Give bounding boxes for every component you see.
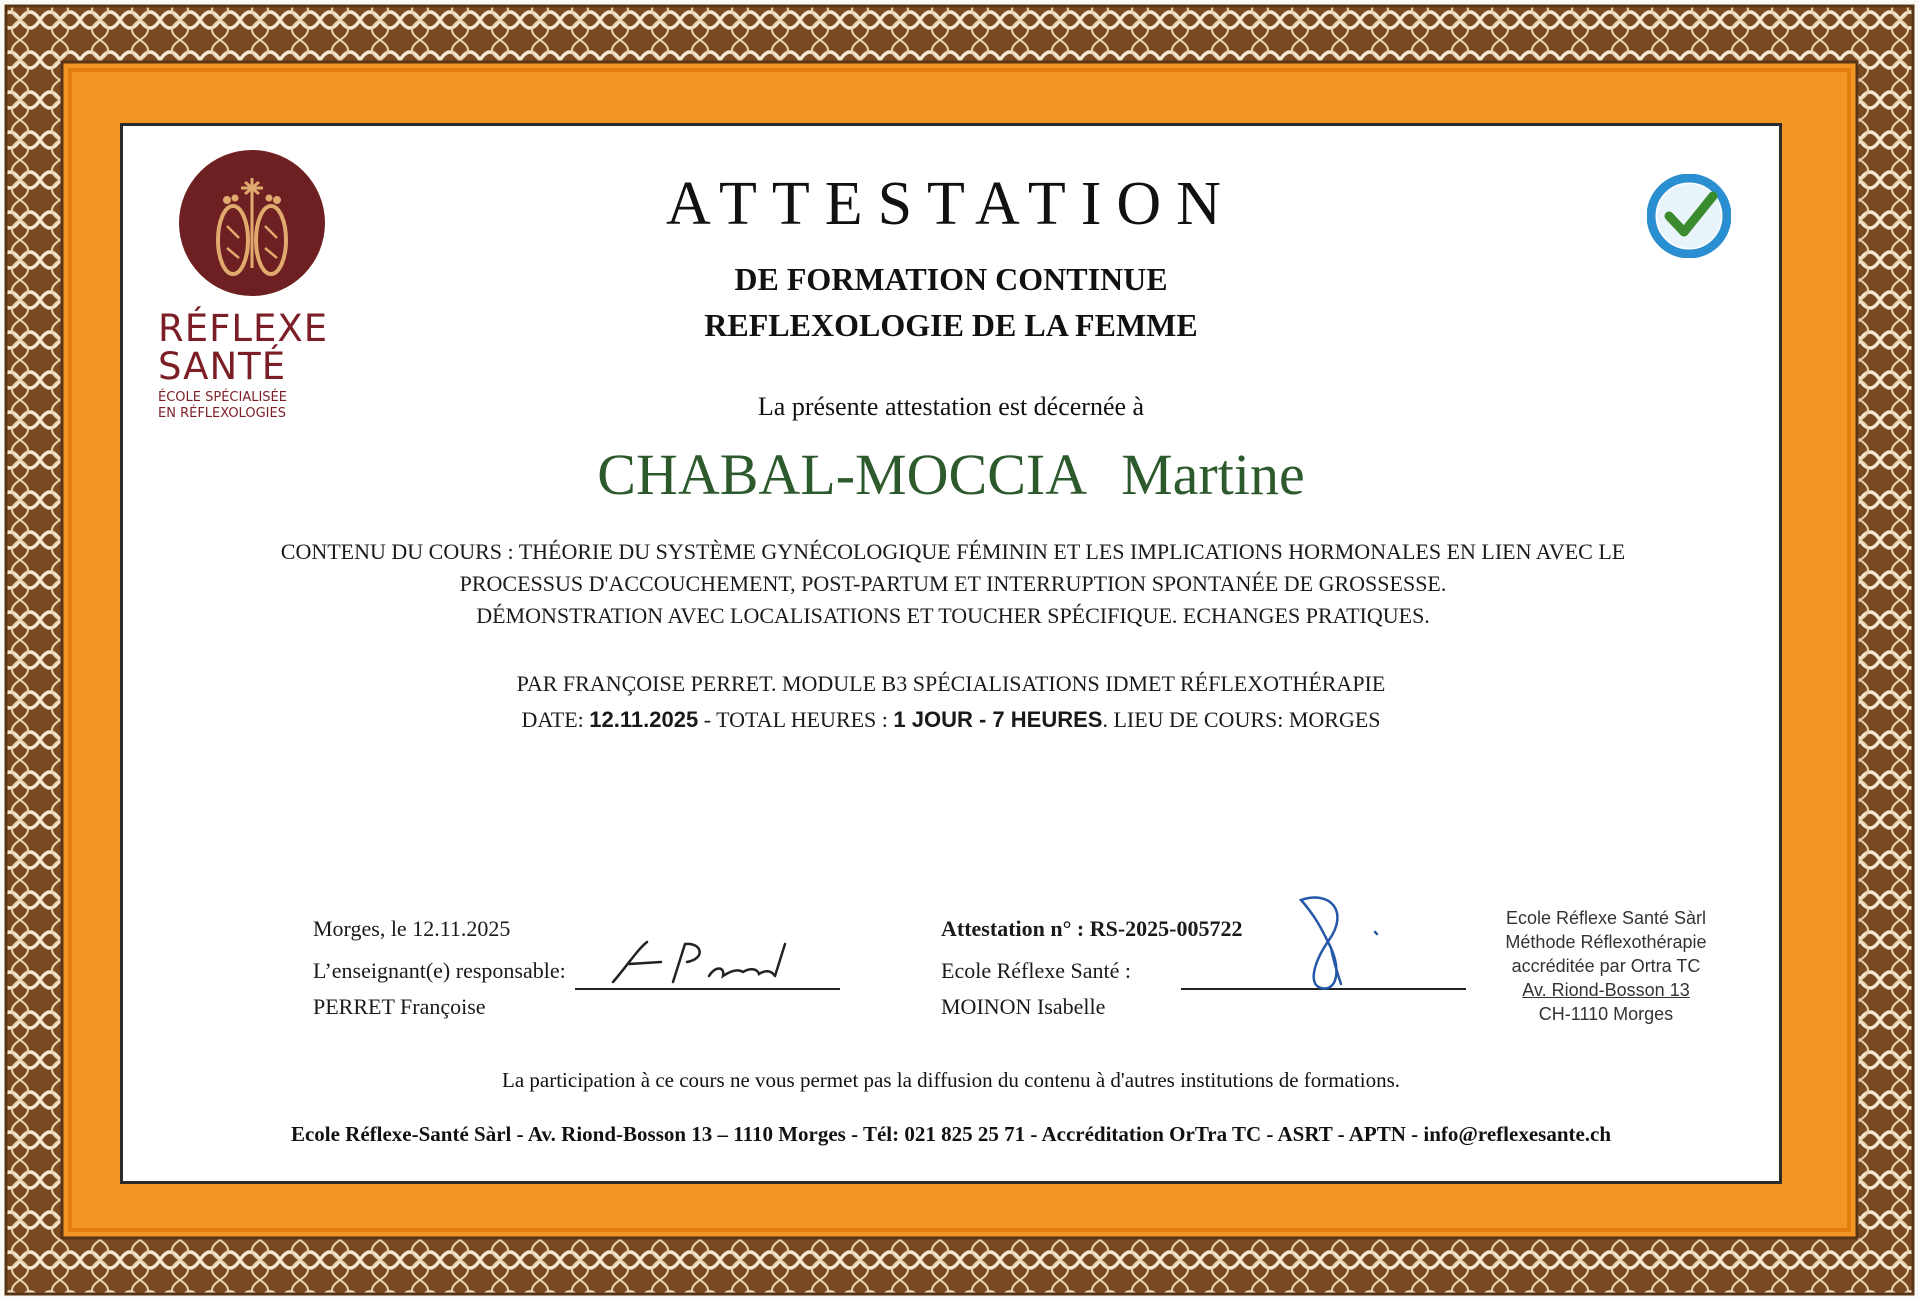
course-content: [183, 536, 1723, 632]
award-text: La présente attestation est décernée à: [757, 392, 1145, 421]
recipient-first-name: Martine: [1121, 442, 1305, 507]
certificate-body: [120, 123, 1782, 1184]
stamp-line1: Ecole Réflexe Santé Sàrl: [1505, 908, 1707, 928]
brand-tagline-line1: ÉCOLE SPÉCIALISÉE: [158, 390, 287, 405]
hours-value: 1 JOUR - 7 HEURES: [893, 707, 1103, 732]
stamp-line3: accréditée par Ortra TC: [1511, 956, 1701, 976]
recipient-last-name: CHABAL-MOCCIA: [597, 442, 1088, 507]
brand-name-line2: SANTÉ: [158, 345, 287, 388]
school-stamp: [1481, 906, 1731, 1026]
certificate-title: ATTESTATION: [666, 170, 1236, 238]
school-signature-icon: [1271, 888, 1421, 998]
hours-label: - TOTAL HEURES :: [698, 707, 894, 732]
school-label: Ecole Réflexe Santé :: [941, 958, 1131, 983]
date-hours-line: [123, 702, 1779, 738]
school-signature-block: [941, 916, 1501, 1020]
attestation-number: Attestation n° : RS-2025-005722: [941, 916, 1243, 941]
location-text: . LIEU DE COURS: MORGES: [1102, 707, 1381, 732]
brand-name-line1: RÉFLEXE: [158, 307, 329, 350]
certificate-subtitle: [123, 256, 1779, 348]
place-date: Morges, le 12.11.2025: [313, 916, 511, 941]
brand-tagline-line2: EN RÉFLEXOLOGIES: [158, 406, 286, 421]
diffusion-notice: La participation à ce cours ne vous permet pas la diffusion du contenu à d'autres institutions de formations.: [502, 1068, 1400, 1092]
stamp-line2: Méthode Réflexothérapie: [1505, 932, 1707, 952]
teacher-label: L’enseignant(e) responsable:: [313, 958, 566, 983]
module-line: PAR FRANÇOISE PERRET. MODULE B3 SPÉCIALISATIONS IDMET RÉFLEXOTHÉRAPIE: [516, 671, 1386, 696]
course-details: [123, 666, 1779, 738]
date-label: DATE:: [521, 707, 590, 732]
teacher-name: PERRET Françoise: [313, 994, 486, 1019]
stamp-line5: CH-1110 Morges: [1538, 1004, 1674, 1024]
stamp-line4: Av. Riond-Bosson 13: [1522, 980, 1690, 1000]
subtitle-line2: REFLEXOLOGIE DE LA FEMME: [704, 307, 1198, 343]
footer-contact: Ecole Réflexe-Santé Sàrl - Av. Riond-Bosson 13 – 1110 Morges - Tél: 021 825 25 71 - Accréditation OrTra TC - ASRT - APTN - info@reflexesante.ch: [290, 1122, 1612, 1146]
content-line1: CONTENU DU COURS : THÉORIE DU SYSTÈME GYNÉCOLOGIQUE FÉMININ ET LES IMPLICATIONS HORMONALES EN LIEN AVEC LE: [280, 539, 1626, 564]
content-line3: DÉMONSTRATION AVEC LOCALISATIONS ET TOUCHER SPÉCIFIQUE. ECHANGES PRATIQUES.: [476, 603, 1430, 628]
subtitle-line1: DE FORMATION CONTINUE: [734, 261, 1168, 297]
teacher-signature-icon: [603, 936, 803, 992]
content-line2: PROCESSUS D'ACCOUCHEMENT, POST-PARTUM ET INTERRUPTION SPONTANÉE DE GROSSESSE.: [459, 571, 1447, 596]
teacher-signature-block: [313, 916, 933, 1020]
recipient-name: [123, 441, 1779, 508]
date-value: 12.11.2025: [589, 707, 699, 732]
school-signatory: MOINON Isabelle: [941, 994, 1106, 1019]
